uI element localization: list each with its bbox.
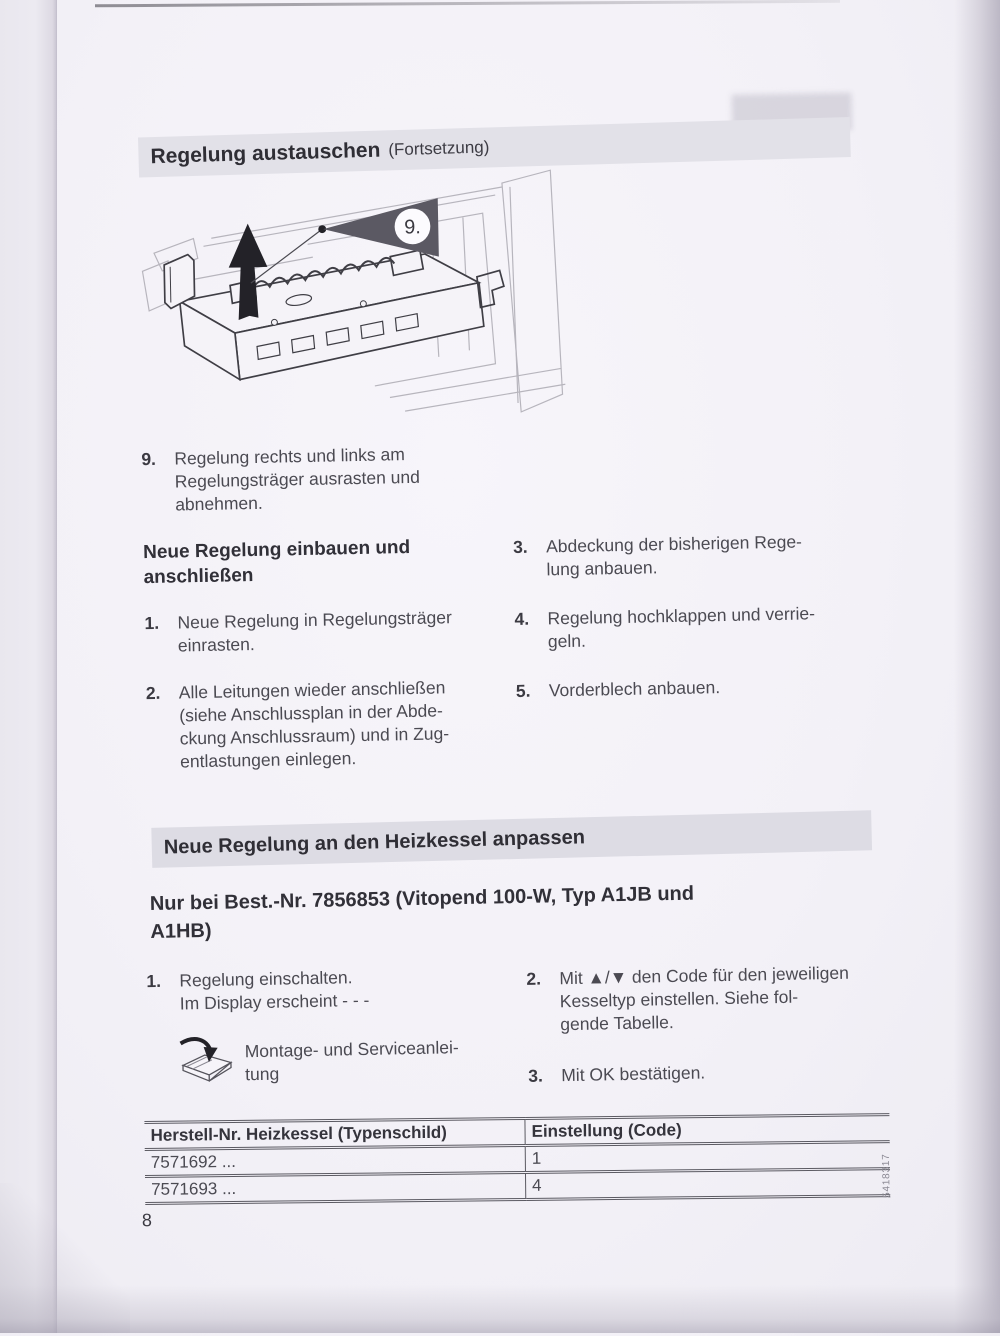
table-cell: 7571693 ...	[145, 1172, 526, 1203]
section-title: Neue Regelung an den Heizkessel anpassen	[163, 825, 586, 859]
step-number: 1.	[146, 970, 162, 992]
table-header-cell: Einstellung (Code)	[525, 1115, 890, 1146]
section-title-suffix: (Fortsetzung)	[388, 137, 490, 160]
page-number: 8	[141, 1210, 153, 1231]
step-text: Alle Leitungen wieder anschließen (siehe Anschlussplan in der Abde- ckung Anschlussraum) und in Zug- entlastungen einlegen.	[178, 677, 450, 772]
step-number: 3.	[512, 536, 528, 558]
step-text: Mit OK bestätigen.	[561, 1062, 706, 1086]
step-item	[526, 961, 882, 1037]
step-number: 4.	[514, 608, 530, 629]
step-item	[146, 964, 492, 1017]
step-number: 3.	[528, 1065, 544, 1086]
step-text: Regelung hochklappen und verrie- geln.	[547, 603, 816, 652]
table-cell: 7571692 ...	[145, 1145, 526, 1176]
table-header-cell: Herstell-Nr. Heizkessel (Typenschild)	[144, 1118, 525, 1149]
step-text: Neue Regelung in Regelungsträger einrasten.	[177, 607, 452, 656]
subsection-heading: Neue Regelung einbauen und anschließen	[142, 536, 411, 589]
step-text: Regelung rechts und links am Regelungsträger ausrasten und abnehmen.	[174, 444, 421, 515]
subsection-heading: Nur bei Best.-Nr. 7856853 (Vitopend 100-W, Typ A1JB und A1HB)	[149, 882, 695, 944]
step-item	[144, 605, 490, 658]
step-number: 5.	[515, 680, 531, 701]
section-title: Regelung austauschen	[150, 138, 381, 169]
boiler-code-table	[144, 1113, 890, 1205]
manual-reference-label: Montage- und Serviceanlei- tung	[244, 1037, 459, 1085]
document-number: 5418317	[880, 1153, 893, 1199]
table-cell: 1	[525, 1142, 890, 1173]
table-cell: 4	[525, 1169, 890, 1200]
step-item	[513, 529, 864, 582]
step-text: Abdeckung der bisherigen Rege- lung anbauen.	[545, 531, 803, 580]
manual-reference-icon	[170, 1034, 237, 1091]
step-item	[516, 673, 866, 703]
step-number: 9.	[141, 448, 157, 470]
step-text: Vorderblech anbauen.	[548, 677, 721, 701]
boiler-illustration	[131, 168, 586, 425]
step-number: 1.	[144, 612, 160, 634]
control-unit-drawing	[164, 249, 506, 381]
step-item	[146, 675, 493, 774]
step-text: Regelung einschalten. Im Display erscheint - - -	[179, 967, 370, 1014]
callout-number: 9.	[404, 216, 421, 239]
step-item	[514, 601, 865, 654]
section-header-bar	[151, 810, 872, 868]
step-text: Mit ▲/▼ den Code für den jeweiligen Kesseltyp einstellen. Siehe fol- gende Tabelle.	[559, 962, 850, 1035]
step-number: 2.	[145, 682, 161, 704]
step-item	[141, 442, 487, 518]
step-number: 2.	[526, 968, 542, 989]
step-item	[528, 1058, 883, 1088]
manual-reference-note	[170, 1029, 501, 1091]
